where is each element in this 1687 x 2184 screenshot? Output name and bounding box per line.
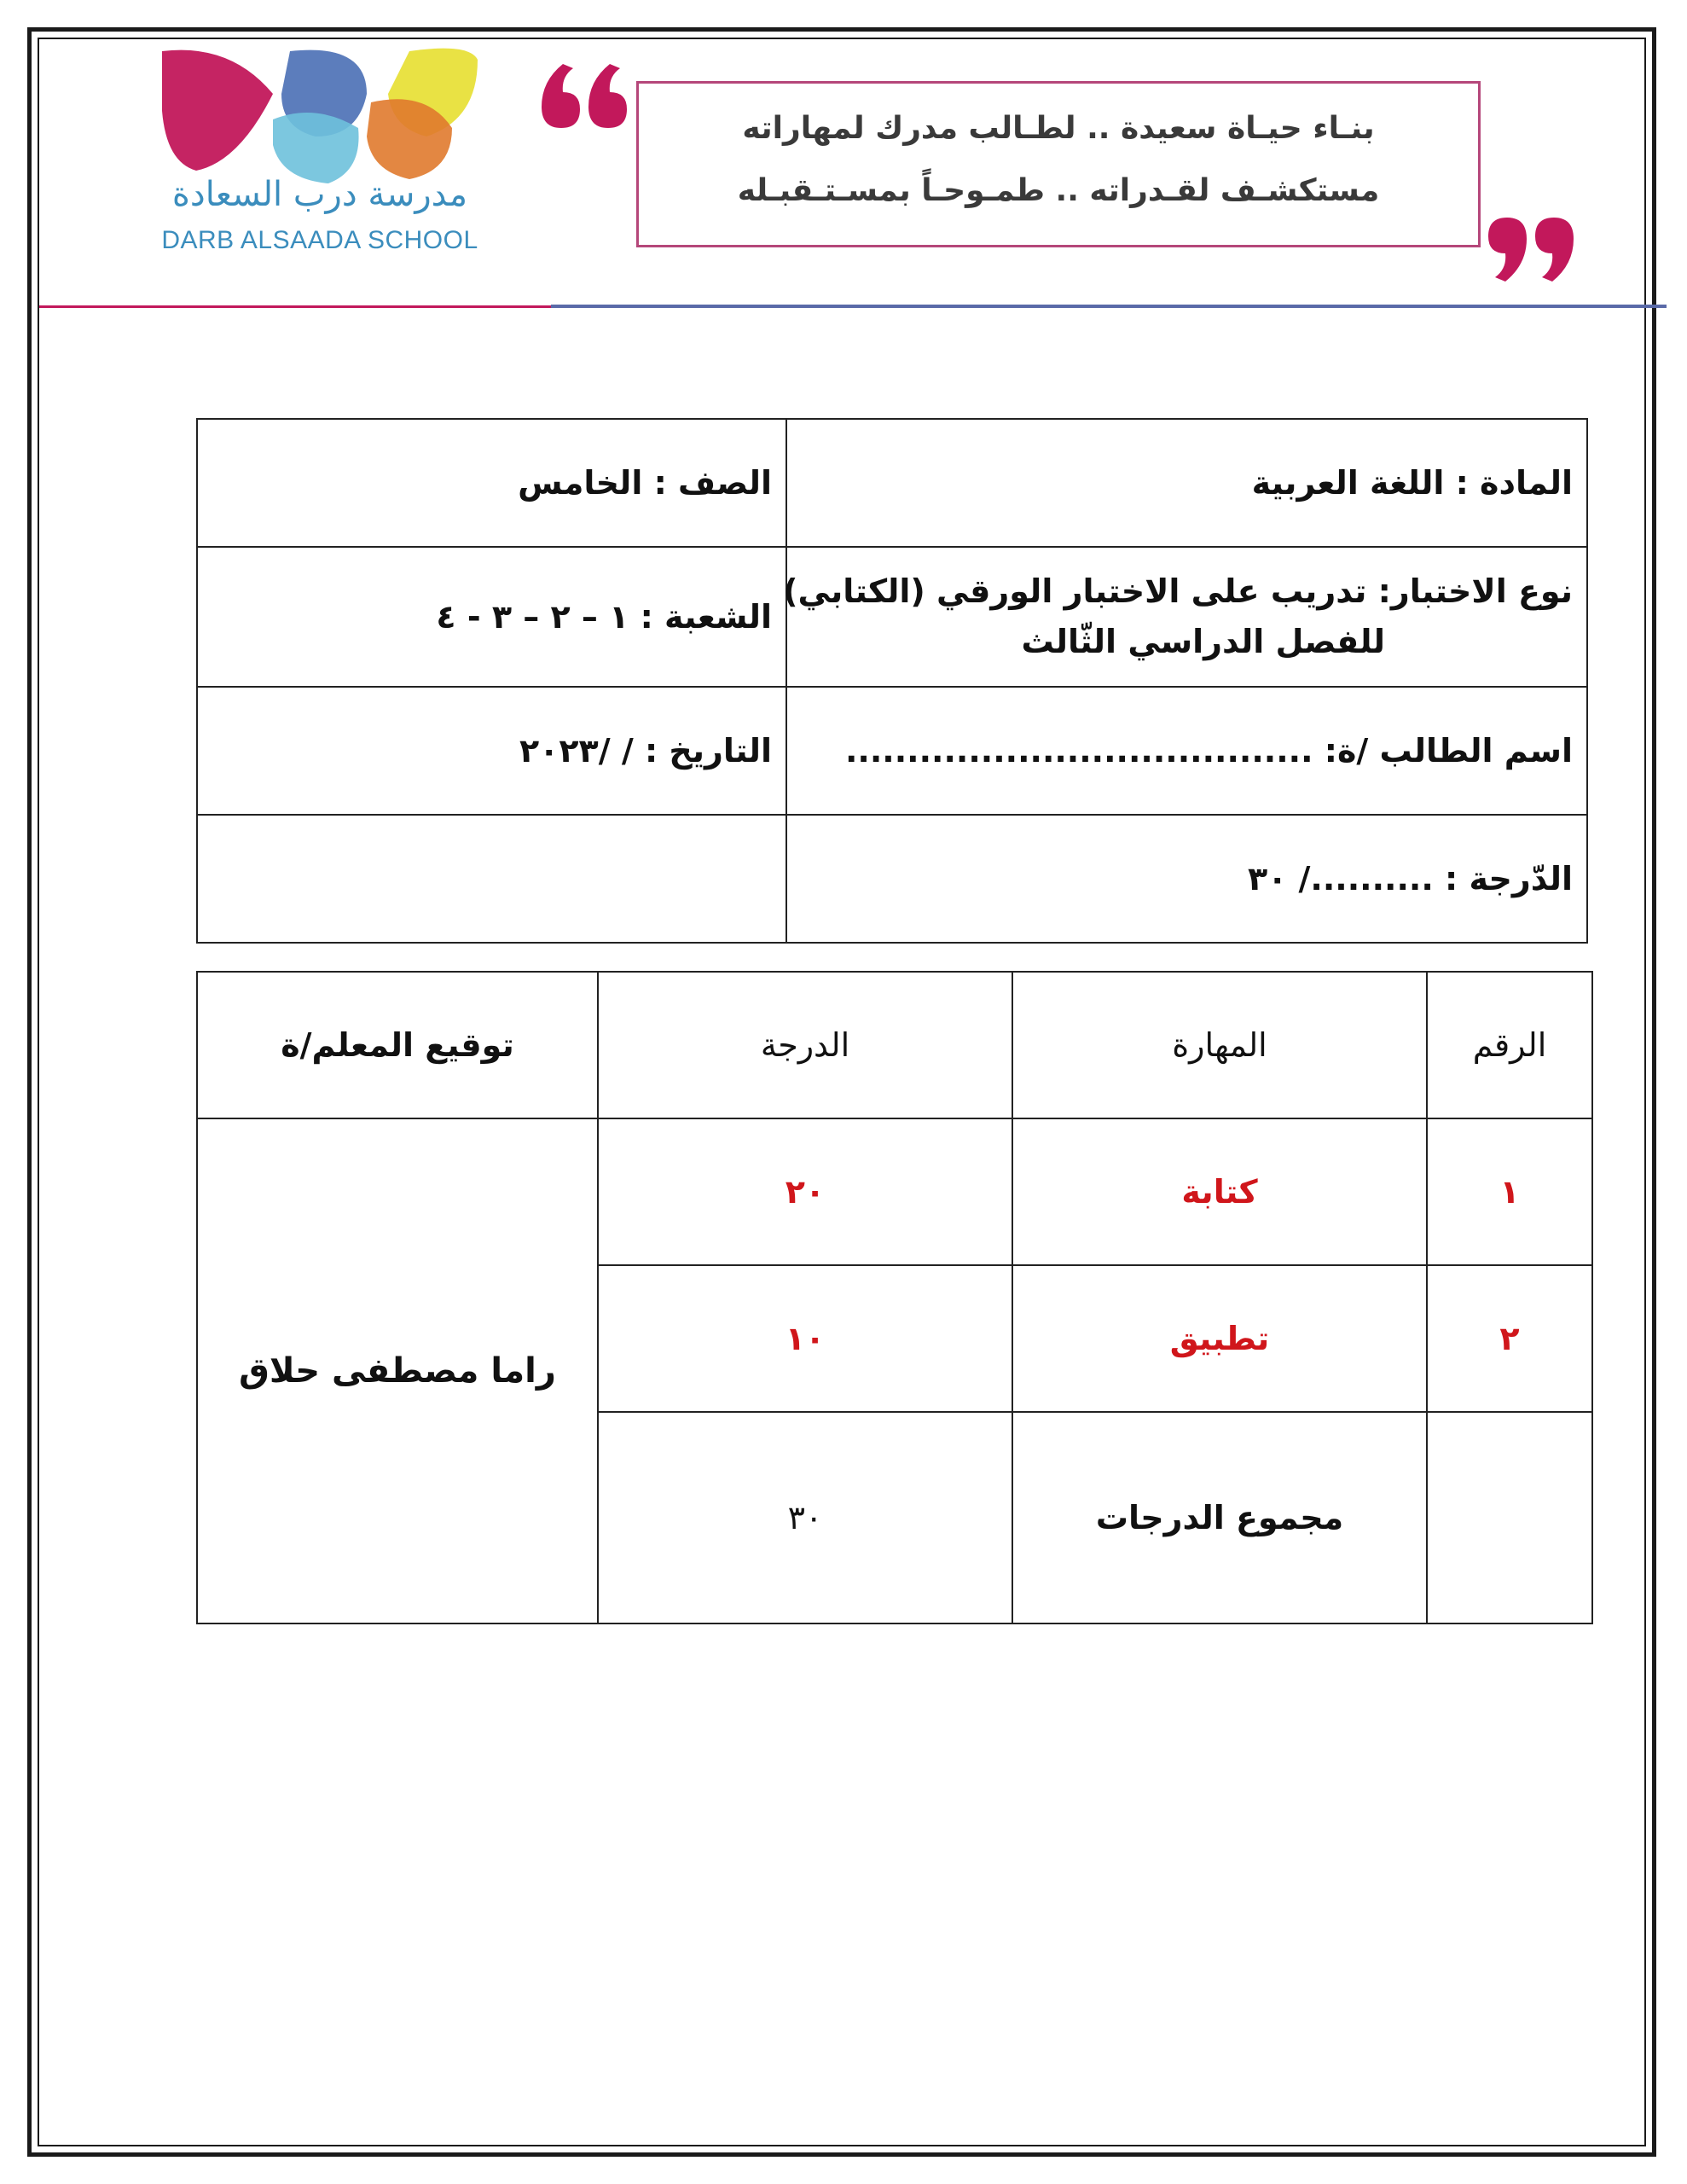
row-2-skill: تطبيق (1012, 1265, 1427, 1412)
header-grade: الدرجة (598, 972, 1012, 1118)
table-row (197, 1118, 1592, 1265)
row-1-grade: ٢٠ (598, 1118, 1012, 1265)
section-cell: الشعبة : ١ – ٢ – ٣ - ٤ (197, 547, 786, 687)
score-cell: الدّرجة : ........../ ٣٠ (786, 815, 1587, 943)
motto-box (636, 81, 1481, 247)
motto-line-2: مستكشـف لقـدراته .. طمـوحـاً بمسـتـقبـله (737, 173, 1380, 208)
exam-type-line-1: نوع الاختبار: تدريب على الاختبار الورقي (الكتابي) (783, 572, 1573, 611)
row-2-number: ٢ (1427, 1265, 1592, 1412)
close-quote-icon (1484, 209, 1578, 294)
grade-cell: الصف : الخامس (197, 419, 786, 547)
header-number: الرقم (1427, 972, 1592, 1118)
header-teacher-signature: توقيع المعلم/ة (197, 972, 598, 1118)
total-label: مجموع الدرجات (1012, 1412, 1427, 1623)
header-divider-blue (551, 305, 1667, 308)
school-name-arabic: مدرسة درب السعادة (171, 175, 468, 214)
student-name-blank[interactable]: ...................................... (844, 732, 1313, 770)
open-quote-icon (537, 51, 631, 136)
row-2-grade: ١٠ (598, 1265, 1012, 1412)
exam-info-table (196, 418, 1588, 944)
row-1-number: ١ (1427, 1118, 1592, 1265)
total-number-empty (1427, 1412, 1592, 1623)
row-1-skill: كتابة (1012, 1118, 1427, 1265)
logo-magenta-shape (162, 50, 273, 171)
exam-type-cell (783, 547, 1587, 687)
school-name-english: DARB ALSAADA SCHOOL (161, 226, 478, 254)
header-divider-pink (39, 305, 551, 308)
empty-cell (197, 815, 786, 943)
motto-line-1: بنـاء حيـاة سعيدة .. لطـالب مدرك لمهاراته (742, 111, 1375, 146)
total-value: ٣٠ (598, 1412, 1012, 1623)
student-name-label: اسم الطالب /ة: (1313, 732, 1573, 770)
header-skill: المهارة (1012, 972, 1427, 1118)
date-cell: التاريخ : / /٢٠٢٣ (197, 687, 786, 815)
exam-type-line-2: للفصل الدراسي الثّالث (1021, 623, 1385, 660)
teacher-name: راما مصطفى حلاق (197, 1118, 598, 1623)
student-name-cell[interactable] (786, 687, 1587, 815)
logo-lightblue-shape (273, 113, 359, 183)
subject-cell: المادة : اللغة العربية (786, 419, 1587, 547)
skills-grade-table (196, 971, 1593, 1624)
